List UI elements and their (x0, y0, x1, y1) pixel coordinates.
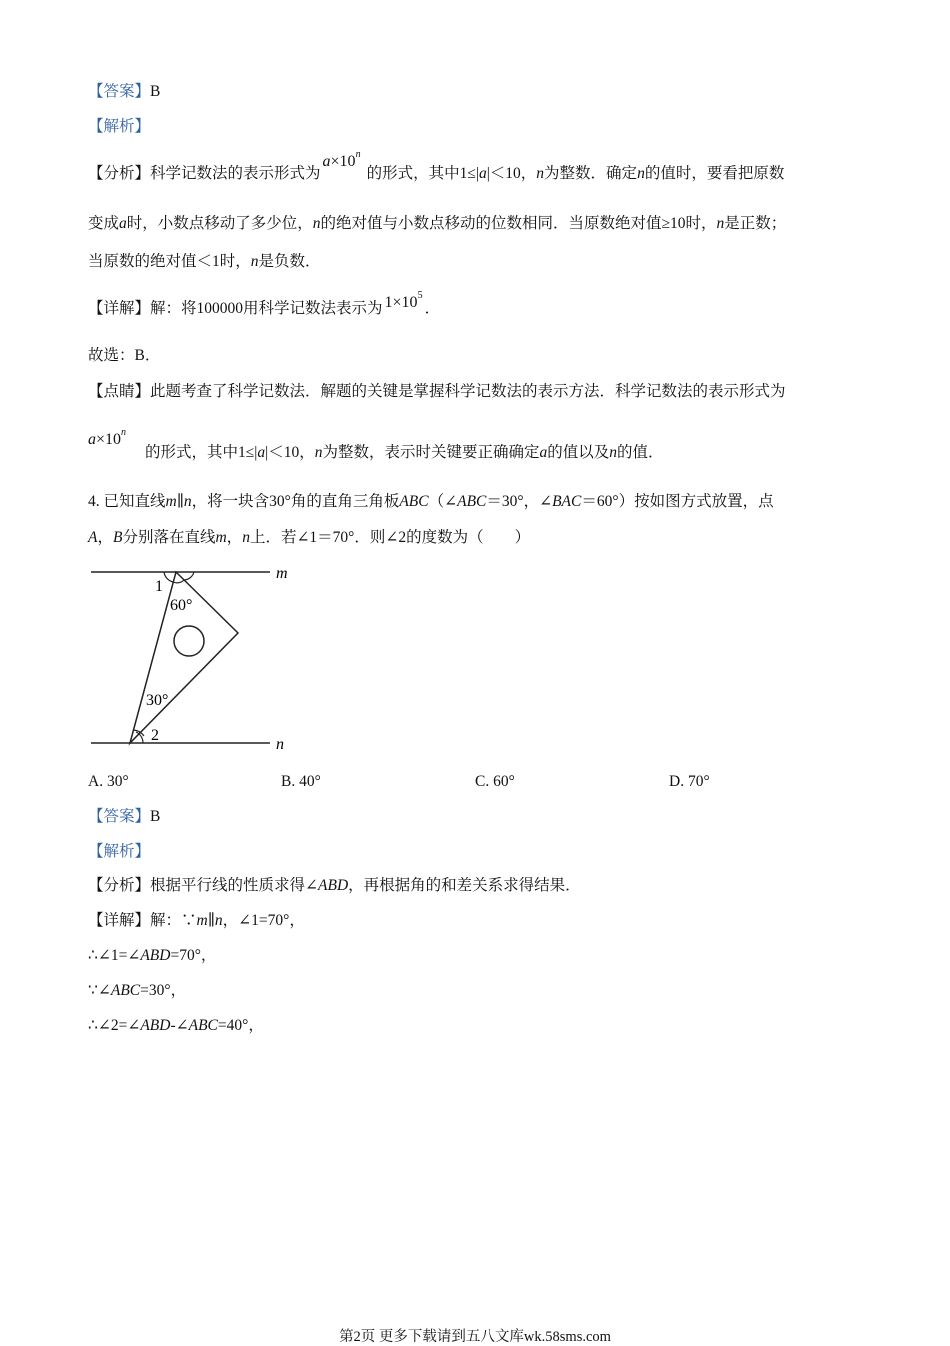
var-a: a (257, 444, 266, 461)
fenxi-text-b4: 的值时，要看把原数 (644, 165, 785, 182)
text: 的值以及 (547, 444, 610, 461)
text: ． (424, 300, 441, 317)
guxuan-line (88, 346, 160, 366)
text: 解：将100000用科学记数法表示为 (150, 300, 383, 317)
fenxi-text: 科学记数法的表示形式为 (150, 165, 321, 182)
xiangjie-tag: 【详解】 (88, 912, 151, 929)
xiangjie-line-q4 (88, 911, 305, 931)
text: 故选：B． (88, 347, 161, 364)
var-A: A (88, 529, 98, 546)
text: 此题考查了科学记数法．解题的关键是掌握科学记数法的表示方法．科学记数法的表示形式为 (150, 383, 786, 400)
var-m: m (165, 493, 177, 510)
var-abd: ABD (318, 877, 349, 894)
answer-line-2 (88, 807, 160, 827)
text: 解：∵ (150, 912, 197, 929)
label-angle-60: 60° (170, 597, 193, 614)
formula-var-a: a (88, 431, 96, 448)
dianjing-formula (88, 427, 127, 452)
formula-times: ×10 (96, 431, 122, 448)
option-a: A. 30° (88, 773, 129, 790)
analysis-line-1 (88, 117, 150, 137)
step-1 (88, 946, 216, 966)
text: 时，小数点移动了多少位， (126, 215, 313, 232)
angle-60-arc (173, 580, 184, 583)
var-a: a (119, 215, 127, 232)
var-abc: ABC (110, 982, 141, 999)
var-n: n (314, 444, 323, 461)
label-n: n (276, 736, 284, 753)
fenxi-line-2 (88, 214, 786, 234)
text: =40°， (217, 1017, 264, 1034)
answer-value: B (150, 808, 161, 825)
text: =30°， (140, 982, 187, 999)
label-angle-30: 30° (146, 692, 169, 709)
option-b: B. 40° (281, 773, 321, 790)
fenxi-line-3 (88, 252, 321, 272)
var-abd: ABD (140, 947, 171, 964)
formula-1x10-5 (384, 290, 423, 311)
text: 上．若∠1＝70°．则∠2的度数为（ ） (249, 529, 531, 546)
text: =70°， (170, 947, 217, 964)
angle-1-arc (164, 572, 173, 582)
formula-exp: n (121, 427, 127, 438)
formula-base: 1×10 (384, 294, 418, 311)
fenxi-tag: 【分析】 (88, 877, 151, 894)
fenxi-line-1 (88, 149, 785, 186)
analysis-tag: 【解析】 (88, 843, 151, 860)
text: 为整数，表示时关键要正确确定 (322, 444, 540, 461)
answer-tag: 【答案】 (88, 83, 151, 100)
label-m: m (276, 565, 288, 582)
text: 的绝对值与小数点移动的位数相同．当原数绝对值≥10时， (320, 215, 717, 232)
fenxi-tag: 【分析】 (88, 165, 151, 182)
var-n: n (312, 215, 321, 232)
text: ∴∠1=∠ (88, 947, 141, 964)
var-a: a (478, 165, 487, 182)
text: 根据平行线的性质求得∠ (150, 877, 319, 894)
text: 当原数的绝对值＜1时， (88, 253, 251, 270)
text: 是正数； (724, 215, 787, 232)
analysis-line-2 (88, 842, 150, 862)
var-n: n (716, 215, 725, 232)
var-m: m (215, 529, 227, 546)
text: ，再根据角的和差关系求得结果． (348, 877, 581, 894)
label-angle-1: 1 (155, 578, 163, 595)
formula-exp: 5 (417, 290, 423, 301)
fenxi-text-b2: |＜10， (486, 165, 537, 182)
formula-times: ×10 (330, 153, 356, 170)
var-m: m (196, 912, 208, 929)
step-2 (88, 981, 186, 1001)
var-abc: ABC (399, 493, 429, 510)
var-n: n (242, 529, 250, 546)
xiangjie-tag: 【详解】 (88, 300, 151, 317)
var-n: n (536, 165, 545, 182)
step-3 (88, 1016, 264, 1036)
var-abc: ABC (188, 1017, 218, 1034)
fenxi-line-q4 (88, 876, 581, 896)
parallel-symbol: ∥ (207, 912, 215, 929)
formula-var-a: a (322, 153, 331, 170)
text: ＝60°）按如图方式放置，点 (581, 493, 774, 510)
fenxi-text-b: 的形式，其中1≤| (366, 165, 479, 182)
var-a: a (539, 444, 548, 461)
var-abc: ABC (457, 493, 487, 510)
triangle-figure (88, 560, 308, 755)
dianjing-line-2 (145, 443, 664, 463)
text: ＝30°，∠ (486, 493, 553, 510)
page-footer: 第2页 更多下载请到五八文库wk.58sms.com (339, 1329, 611, 1345)
answer-tag: 【答案】 (88, 808, 151, 825)
analysis-tag: 【解析】 (88, 118, 151, 135)
text: ，将一块含30°角的直角三角板 (191, 493, 400, 510)
label-angle-2: 2 (151, 727, 159, 744)
dianjing-line-1 (88, 382, 786, 402)
formula-exp: n (355, 149, 361, 160)
answer-value: B (150, 83, 161, 100)
xiangjie-line-1 (88, 290, 441, 321)
parallel-symbol: ∥ (176, 493, 184, 510)
question-4-line-1 (88, 492, 774, 512)
text: ， (226, 529, 243, 546)
var-n: n (609, 444, 618, 461)
angle-right-arc (184, 572, 194, 580)
var-n: n (250, 253, 259, 270)
var-n: n (637, 165, 645, 182)
var-B: B (112, 529, 123, 546)
var-bac: BAC (552, 493, 582, 510)
dianjing-tag: 【点睛】 (88, 383, 151, 400)
text: -∠ (170, 1017, 189, 1034)
fenxi-text-b3: 为整数．确定 (544, 165, 638, 182)
text: 的形式，其中1≤| (145, 444, 258, 461)
var-n: n (214, 912, 223, 929)
text: （∠ (428, 493, 458, 510)
option-d: D. 70° (669, 773, 710, 790)
text: ∴∠2=∠ (88, 1017, 141, 1034)
text: |＜10， (265, 444, 315, 461)
formula-a-times-10n (88, 427, 127, 448)
text: ， (97, 529, 113, 546)
text: 是负数． (258, 253, 321, 270)
text: 的值． (617, 444, 664, 461)
text: 4. 已知直线 (88, 493, 166, 510)
question-4-line-2 (88, 528, 530, 548)
answer-line-1 (88, 82, 160, 102)
text: ，∠1=70°， (222, 912, 305, 929)
var-n: n (183, 493, 192, 510)
text: 分别落在直线 (122, 529, 216, 546)
formula-a-times-10n (322, 149, 361, 170)
text: ∵∠ (88, 982, 111, 999)
triangle-hole (174, 626, 204, 656)
option-c: C. 60° (475, 773, 515, 790)
var-abd: ABD (140, 1017, 171, 1034)
text: 变成 (88, 215, 120, 232)
